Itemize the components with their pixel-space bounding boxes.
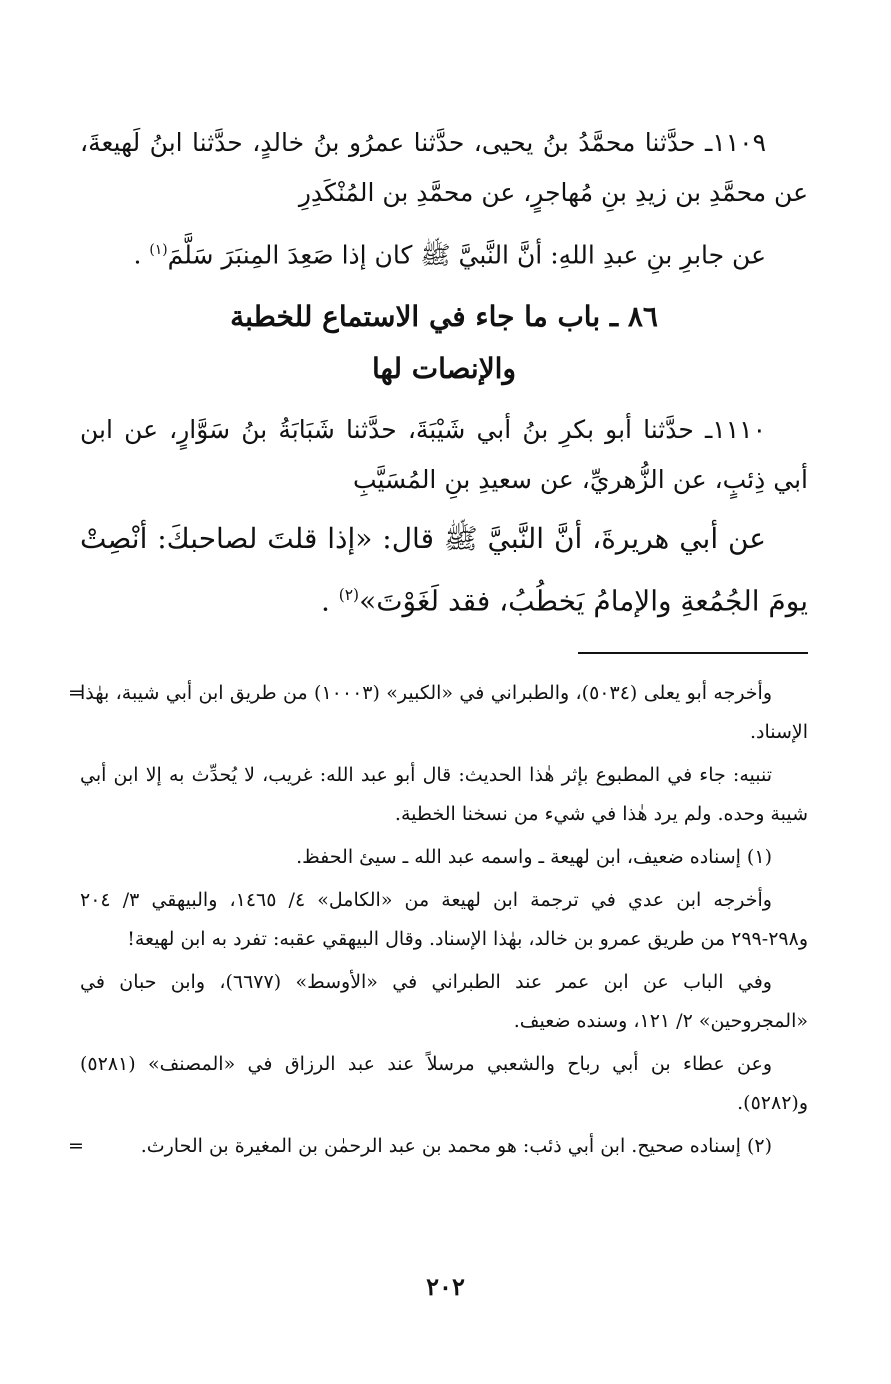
footnote-1-mursal xyxy=(80,1045,808,1123)
hadith-1109-isnad xyxy=(80,118,808,218)
footnote-text: وفي الباب عن ابن عمر عند الطبراني في «الأوسط» (٦٦٧٧)، وابن حبان في «المجروحين» ٢/ ١٢١، وسنده ضعيف. xyxy=(80,970,808,1032)
footnote-ref-1[interactable]: (١) xyxy=(149,242,168,258)
hadith-1110-matn xyxy=(80,511,808,629)
footnote-text: (١) إسناده ضعيف، ابن لهيعة ـ واسمه عبد الله ـ سيئ الحفظ. xyxy=(296,845,772,868)
footnote-1 xyxy=(80,838,808,877)
hadith-1109-matn-text: عن جابرِ بنِ عبدِ اللهِ: أنَّ النَّبيَّ ﷺ كان إذا صَعِدَ المِنبَرَ سَلَّمَ xyxy=(167,240,766,270)
continuation-marker: = xyxy=(68,681,84,704)
hadith-1109-isnad-text: ١١٠٩ـ حدَّثنا محمَّدُ بنُ يحيى، حدَّثنا عمرُو بنُ خالدٍ، حدَّثنا ابنُ لَهيعةَ، عن محمَّدِ بن زيدِ بنِ مُهاجرٍ، عن محمَّدِ بن المُنْكَدِرِ xyxy=(80,128,808,207)
footnote-ref-2[interactable]: (٢) xyxy=(338,586,360,605)
footnote-separator xyxy=(578,652,808,654)
page-number: ٢٠٢ xyxy=(426,1272,465,1301)
footnote-1-chapter xyxy=(80,963,808,1041)
continuation-marker-end: = xyxy=(68,1134,84,1157)
footnote-text: وعن عطاء بن أبي رباح والشعبي مرسلاً عند عبد الرزاق في «المصنف» (٥٢٨١) و(٥٢٨٢). xyxy=(80,1052,808,1114)
hadith-1110-isnad-text: ١١١٠ـ حدَّثنا أبو بكرِ بنُ أبي شَيْبَةَ، حدَّثنا شَبَابَةُ بنُ سَوَّارٍ، عن ابن أبي ذِئبٍ، عن الزُّهريِّ، عن سعيدِ بنِ المُسَيَّبِ xyxy=(80,415,808,495)
chapter-heading xyxy=(80,291,808,395)
hadith-1110-end: . xyxy=(320,584,339,618)
hadith-1109-matn xyxy=(80,224,808,281)
footnote-note xyxy=(80,756,808,834)
footnote-1-sources xyxy=(80,881,808,959)
chapter-heading-line-2: والإنصات لها xyxy=(372,352,516,386)
footnote-text: (٢) إسناده صحيح. ابن أبي ذئب: هو محمد بن عبد الرحمٰن بن المغيرة بن الحارث. xyxy=(140,1134,772,1157)
page-body xyxy=(68,118,808,1170)
hadith-1110-matn-text: عن أبي هريرةَ، أنَّ النَّبيَّ ﷺ قال: «إذا قلتَ لصاحبكَ: أنْصِتْ يومَ الجُمُعةِ والإمامُ يَخطُبُ، فقد لَغَوْتَ» xyxy=(80,522,808,618)
footnote-2 xyxy=(68,1127,808,1166)
footnote-text: وأخرجه ابن عدي في ترجمة ابن لهيعة من «الكامل» ٤/ ١٤٦٥، والبيهقي ٣/ ٢٠٤ و٢٩٨-٢٩٩ من طريق عمرو بن خالد، بهٰذا الإسناد. وقال البيهقي عقبه: تفرد به ابن لهيعة! xyxy=(80,888,808,950)
footnote-text: وأخرجه أبو يعلى (٥٠٣٤)، والطبراني في «الكبير» (١٠٠٠٣) من طريق ابن أبي شيبة، بهٰذا الإسناد. xyxy=(80,681,808,743)
chapter-heading-line-1: ٨٦ ـ باب ما جاء في الاستماع للخطبة xyxy=(230,300,658,334)
footnote-continuation xyxy=(68,674,808,752)
hadith-1110-isnad xyxy=(80,405,808,505)
footnote-text: تنبيه: جاء في المطبوع بإثر هٰذا الحديث: قال أبو عبد الله: غريب، لا يُحدِّث به إلا ابن أبي شيبة وحده. ولم يرد هٰذا في شيء من نسخنا الخطية. xyxy=(80,763,808,825)
hadith-1109-end: . xyxy=(133,240,150,270)
